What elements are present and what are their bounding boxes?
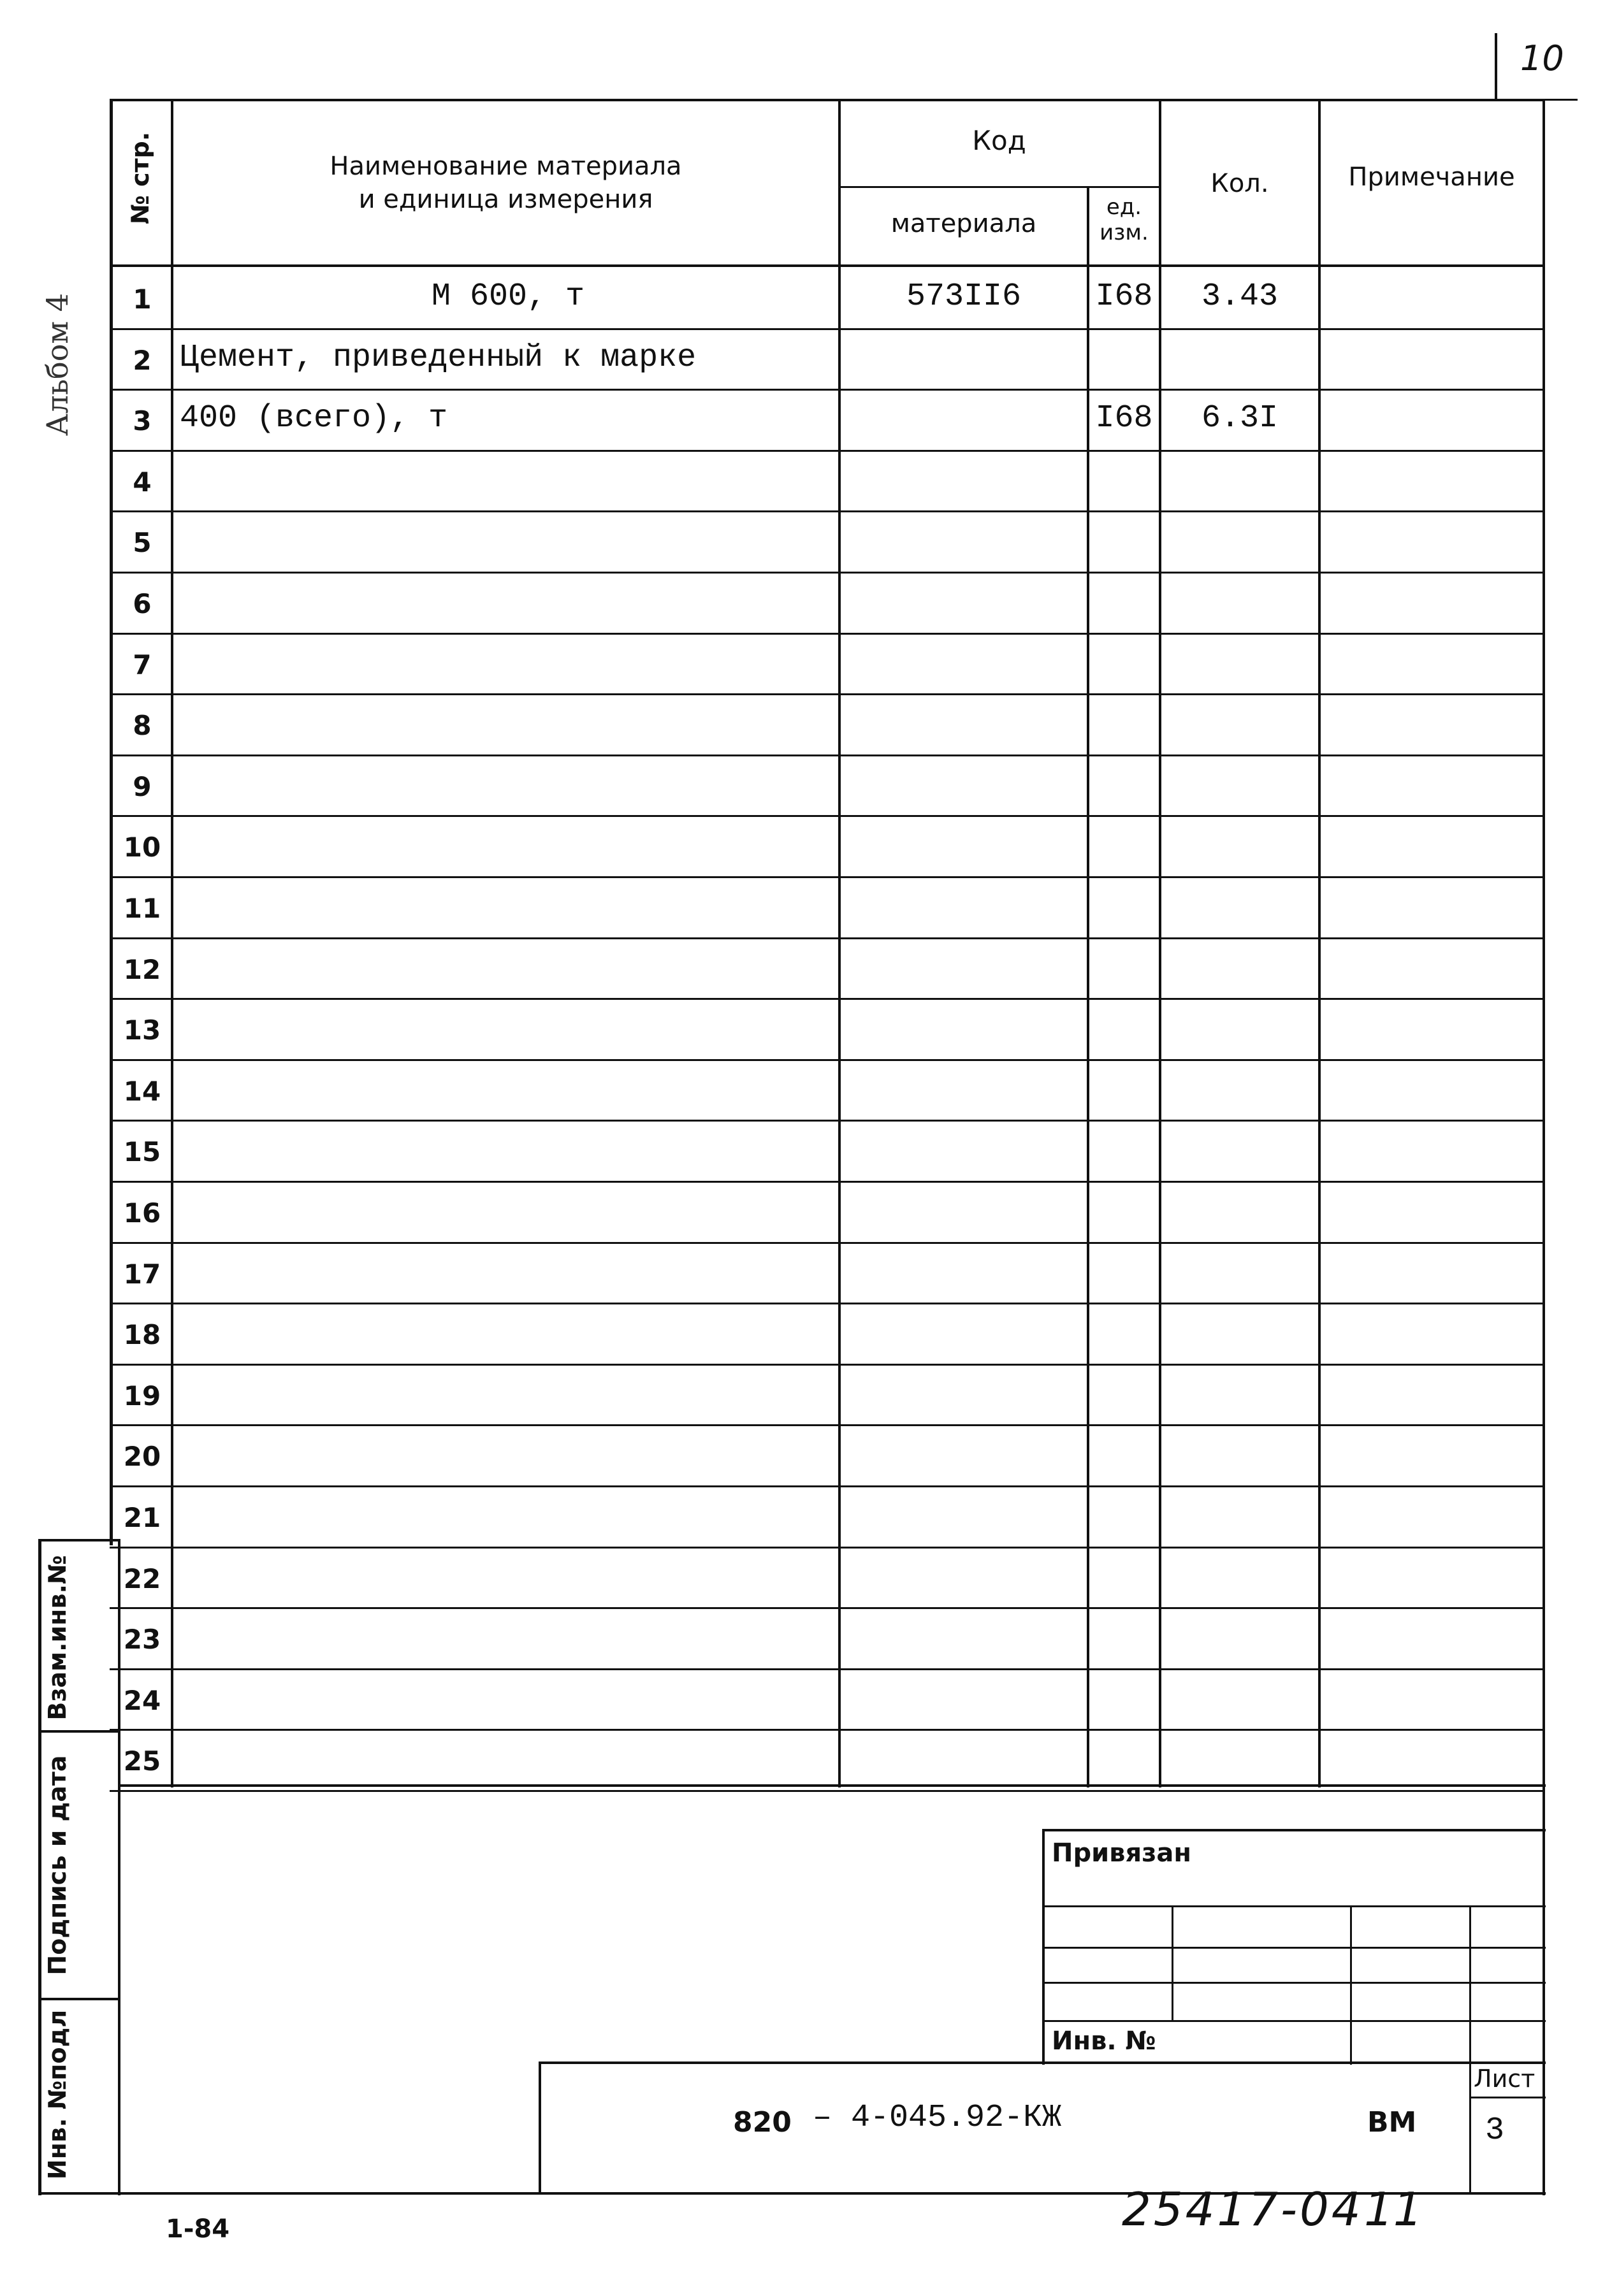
header-material-name — [173, 150, 838, 216]
row-number: 25 — [123, 1745, 161, 1777]
row-material-name: Цемент, приведенный к марке — [180, 340, 697, 376]
header-quantity: Кол. — [1210, 169, 1269, 198]
row-unit-code: I68 — [1095, 278, 1153, 315]
row-number: 17 — [123, 1259, 161, 1290]
row-number: 8 — [133, 710, 152, 741]
row-number: 13 — [123, 1014, 161, 1046]
row-number: 12 — [123, 954, 161, 985]
row-quantity: 6.3I — [1201, 400, 1279, 437]
privyazan-label: Привязан — [1052, 1838, 1192, 1868]
row-material-name: 400 (всего), т — [180, 400, 448, 437]
footer-right-mark: 11 — [1364, 2183, 1423, 2236]
row-number: 23 — [123, 1624, 161, 1655]
footer-left: 1-84 — [166, 2214, 230, 2244]
row-number: 11 — [123, 893, 161, 924]
inv-no-label: Инв. № — [1052, 2026, 1156, 2056]
row-number: 5 — [133, 527, 152, 558]
page-number: 10 — [1520, 38, 1564, 78]
row-number: 10 — [123, 832, 161, 863]
row-number: 19 — [123, 1380, 161, 1412]
row-number: 18 — [123, 1319, 161, 1350]
header-unit-line2: изм. — [1100, 220, 1149, 245]
sheet-label: Лист — [1474, 2065, 1536, 2093]
header-material-name-line1: Наименование материала — [330, 152, 682, 181]
row-unit-code: I68 — [1095, 400, 1153, 437]
row-number: 1 — [133, 284, 152, 315]
header-material-name-line2: и единица измерения — [358, 185, 653, 214]
row-number: 20 — [123, 1441, 161, 1472]
row-material-code: 573II6 — [906, 278, 1022, 315]
row-number: 2 — [133, 345, 152, 376]
album-label: Альбом 4 — [40, 292, 75, 437]
doc-prefix: 820 — [733, 2106, 792, 2139]
row-number: 22 — [123, 1563, 161, 1594]
stage-code: ВМ — [1367, 2106, 1417, 2139]
stamp-inv-podl: Инв. №подл — [43, 2009, 71, 2180]
row-quantity: 3.43 — [1201, 278, 1279, 315]
header-row-number: № стр. — [126, 131, 154, 224]
footer-right: 25417-04 — [1122, 2183, 1363, 2236]
row-number: 14 — [123, 1076, 161, 1107]
header-unit-line1: ед. — [1106, 194, 1142, 220]
row-number: 16 — [123, 1197, 161, 1229]
row-material-name: М 600, т — [431, 278, 585, 315]
row-number: 24 — [123, 1685, 161, 1716]
header-code: Код — [972, 125, 1026, 156]
row-number: 15 — [123, 1136, 161, 1167]
row-number: 4 — [133, 466, 152, 498]
row-number: 7 — [133, 649, 152, 681]
sheet-number: 3 — [1485, 2112, 1505, 2149]
row-number: 3 — [133, 405, 152, 437]
header-unit — [1089, 194, 1159, 245]
doc-code: – 4-045.92-КЖ — [813, 2100, 1062, 2136]
stamp-vzam: Взам.инв.№ — [43, 1555, 71, 1721]
row-number: 6 — [133, 588, 152, 619]
row-number: 21 — [123, 1502, 161, 1533]
header-note: Примечание — [1348, 162, 1515, 192]
row-number: 9 — [133, 771, 152, 802]
stamp-podpis: Подпись и дата — [43, 1755, 71, 1975]
header-material-code: материала — [890, 209, 1037, 238]
